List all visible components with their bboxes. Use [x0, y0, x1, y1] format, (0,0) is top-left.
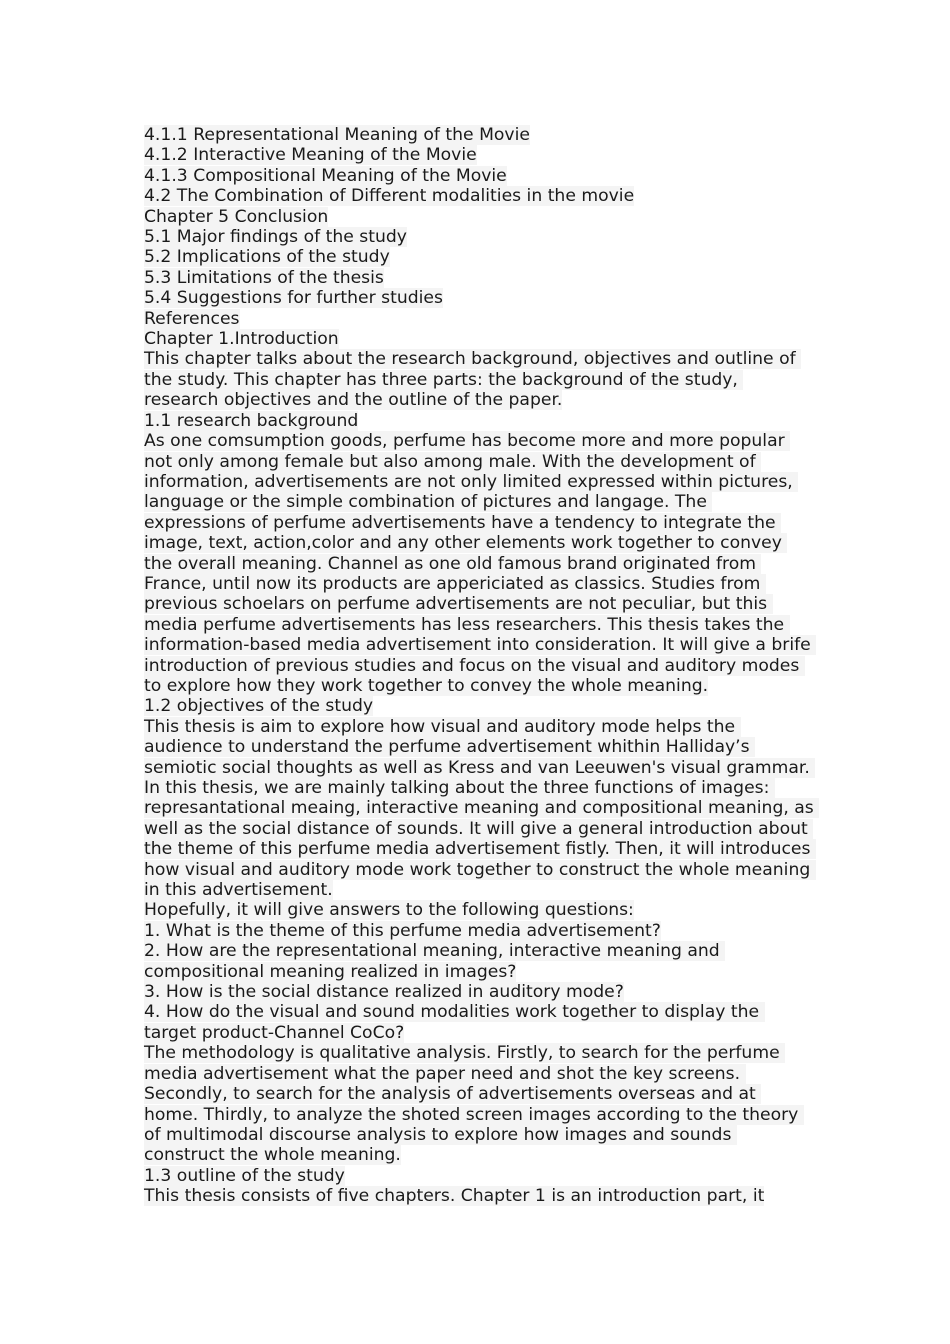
toc-entry: 4.2 The Combination of Different modalities in the movie [144, 186, 635, 207]
toc-entry: References [144, 308, 240, 329]
toc-entry: 5.1 Major findings of the study [144, 227, 407, 248]
section-heading: 1.3 outline of the study [144, 1165, 345, 1186]
toc-entry: 5.4 Suggestions for further studies [144, 288, 443, 309]
questions-intro: Hopefully, it will give answers to the following questions: [144, 900, 634, 921]
chapter-intro-paragraph: This chapter talks about the research background, objectives and outline of the study. This chapter has three parts: the background of the study, research objectives and the outline of the paper. [144, 349, 802, 411]
outline-paragraph: This thesis consists of five chapters. Chapter 1 is an introduction part, it [144, 1186, 765, 1207]
background-paragraph: As one comsumption goods, perfume has become more and more popular not only among female but also among male. With the development of information, advertisements are not only limited expressed within pictures, language or the simple combination of pictures and langage. The expressions of perfume advertisements have a tendency to integrate the image, text, action,color and any other elements work together to convey the overall meaning. Channel as one old famous brand originated from France, until now its products are appericiated as classics. Studies from previous schoelars on perfume advertisements are not peculiar, but this media perfume advertisements has less researchers. This thesis takes the information-based media advertisement into consideration. It will give a brife introduction of previous studies and focus on the visual and auditory modes to explore how they work together to convey the whole meaning. [144, 431, 817, 696]
toc-entry: 4.1.3 Compositional Meaning of the Movie [144, 165, 507, 186]
chapter-title: Chapter 1.Introduction [144, 329, 339, 350]
research-question: 2. How are the representational meaning, interactive meaning and compositional meaning realized in images? [144, 941, 726, 982]
research-question: 4. How do the visual and sound modalities work together to display the target product-Channel CoCo? [144, 1002, 765, 1043]
toc-entry: 5.3 Limitations of the thesis [144, 267, 384, 288]
section-heading: 1.1 research background [144, 410, 359, 431]
section-heading: 1.2 objectives of the study [144, 696, 374, 717]
research-questions-list [144, 921, 814, 1043]
toc-entry: 4.1.1 Representational Meaning of the Movie [144, 125, 530, 145]
toc-entry: 5.2 Implications of the study [144, 247, 390, 268]
research-question: 3. How is the social distance realized in auditory mode? [144, 982, 624, 1003]
toc-entry: 4.1.2 Interactive Meaning of the Movie [144, 145, 477, 166]
objectives-paragraph: This thesis is aim to explore how visual and auditory mode helps the audience to understand the perfume advertisement whithin Halliday’s semiotic social thoughts as well as Kress and van Leeuwen's visual grammar. In this thesis, we are mainly talking about the three functions of images: represantational meaing, interactive meaning and compositional meaning, as well as the social distance of sounds. It will give a general introduction about the theme of this perfume media advertisement fistly. Then, it will introduces how visual and auditory mode work together to construct the whole meaning in this advertisement. [144, 716, 820, 901]
table-of-contents [144, 125, 814, 329]
document-page [144, 125, 820, 1207]
research-question: 1. What is the theme of this perfume media advertisement? [144, 920, 661, 941]
methodology-paragraph: The methodology is qualitative analysis. Firstly, to search for the perfume media advertisement what the paper need and shot the key screens. Secondly, to search for the analysis of advertisements overseas and at home. Thirdly, to analyze the shoted screen images according to the theory of multimodal discourse analysis to explore how images and sounds construct the whole meaning. [144, 1043, 804, 1166]
toc-entry: Chapter 5 Conclusion [144, 206, 329, 227]
